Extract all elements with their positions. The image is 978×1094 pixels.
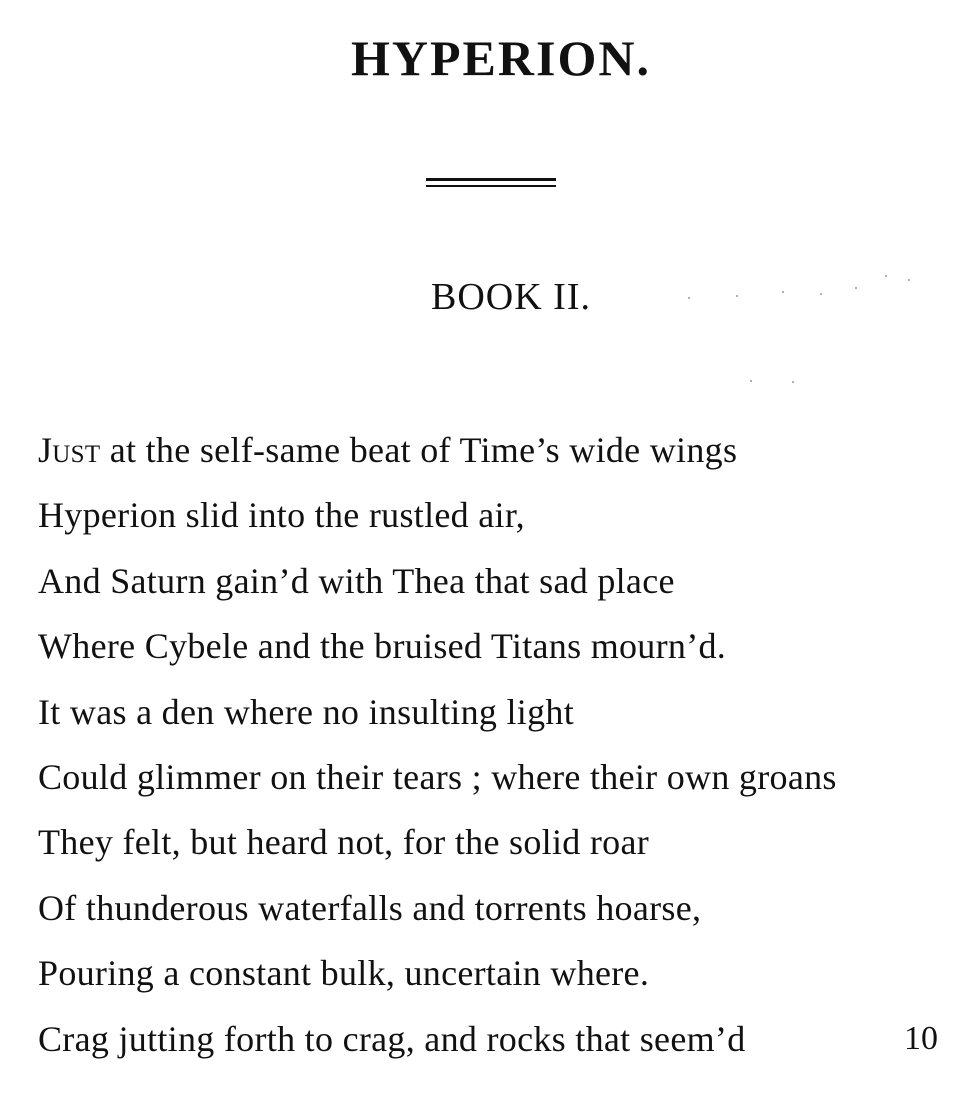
double-rule-divider (426, 178, 556, 190)
verse-text: Crag jutting forth to crag, and rocks that seem’d (38, 1018, 746, 1059)
book-heading: BOOK II. (431, 276, 591, 318)
verse-line-10 (38, 1009, 968, 1074)
poem-title: HYPERION. (351, 30, 651, 86)
rule-line-top (426, 178, 556, 181)
verse-line-8 (38, 878, 968, 943)
verse-text: They felt, but heard not, for the solid roar (38, 822, 650, 863)
verse-text: Where Cybele and the bruised Titans mourn’d. (38, 626, 727, 667)
rule-line-bottom (426, 185, 556, 187)
verse-line-6 (38, 747, 968, 812)
verse-line-3 (38, 551, 968, 616)
verse-line-7 (38, 812, 968, 877)
verse-lead-word: Just (38, 430, 101, 470)
verse-text: And Saturn gain’d with Thea that sad place (38, 560, 675, 601)
verse-text: Could glimmer on their tears ; where their own groans (38, 756, 837, 797)
verse-text: Of thunderous waterfalls and torrents hoarse, (38, 887, 702, 928)
verse-line-1 (38, 420, 968, 485)
verse-line-4 (38, 616, 968, 681)
poem-body (38, 420, 968, 1074)
verse-line-5 (38, 682, 968, 747)
verse-line-2 (38, 485, 968, 550)
verse-text: at the self-same beat of Time’s wide wings (100, 430, 738, 470)
verse-line-9 (38, 943, 968, 1008)
verse-text: Hyperion slid into the rustled air, (38, 495, 525, 536)
verse-text: It was a den where no insulting light (38, 691, 574, 732)
verse-text: Pouring a constant bulk, uncertain where. (38, 953, 650, 994)
paper-specks (680, 265, 920, 395)
line-number: 10 (904, 1019, 938, 1057)
